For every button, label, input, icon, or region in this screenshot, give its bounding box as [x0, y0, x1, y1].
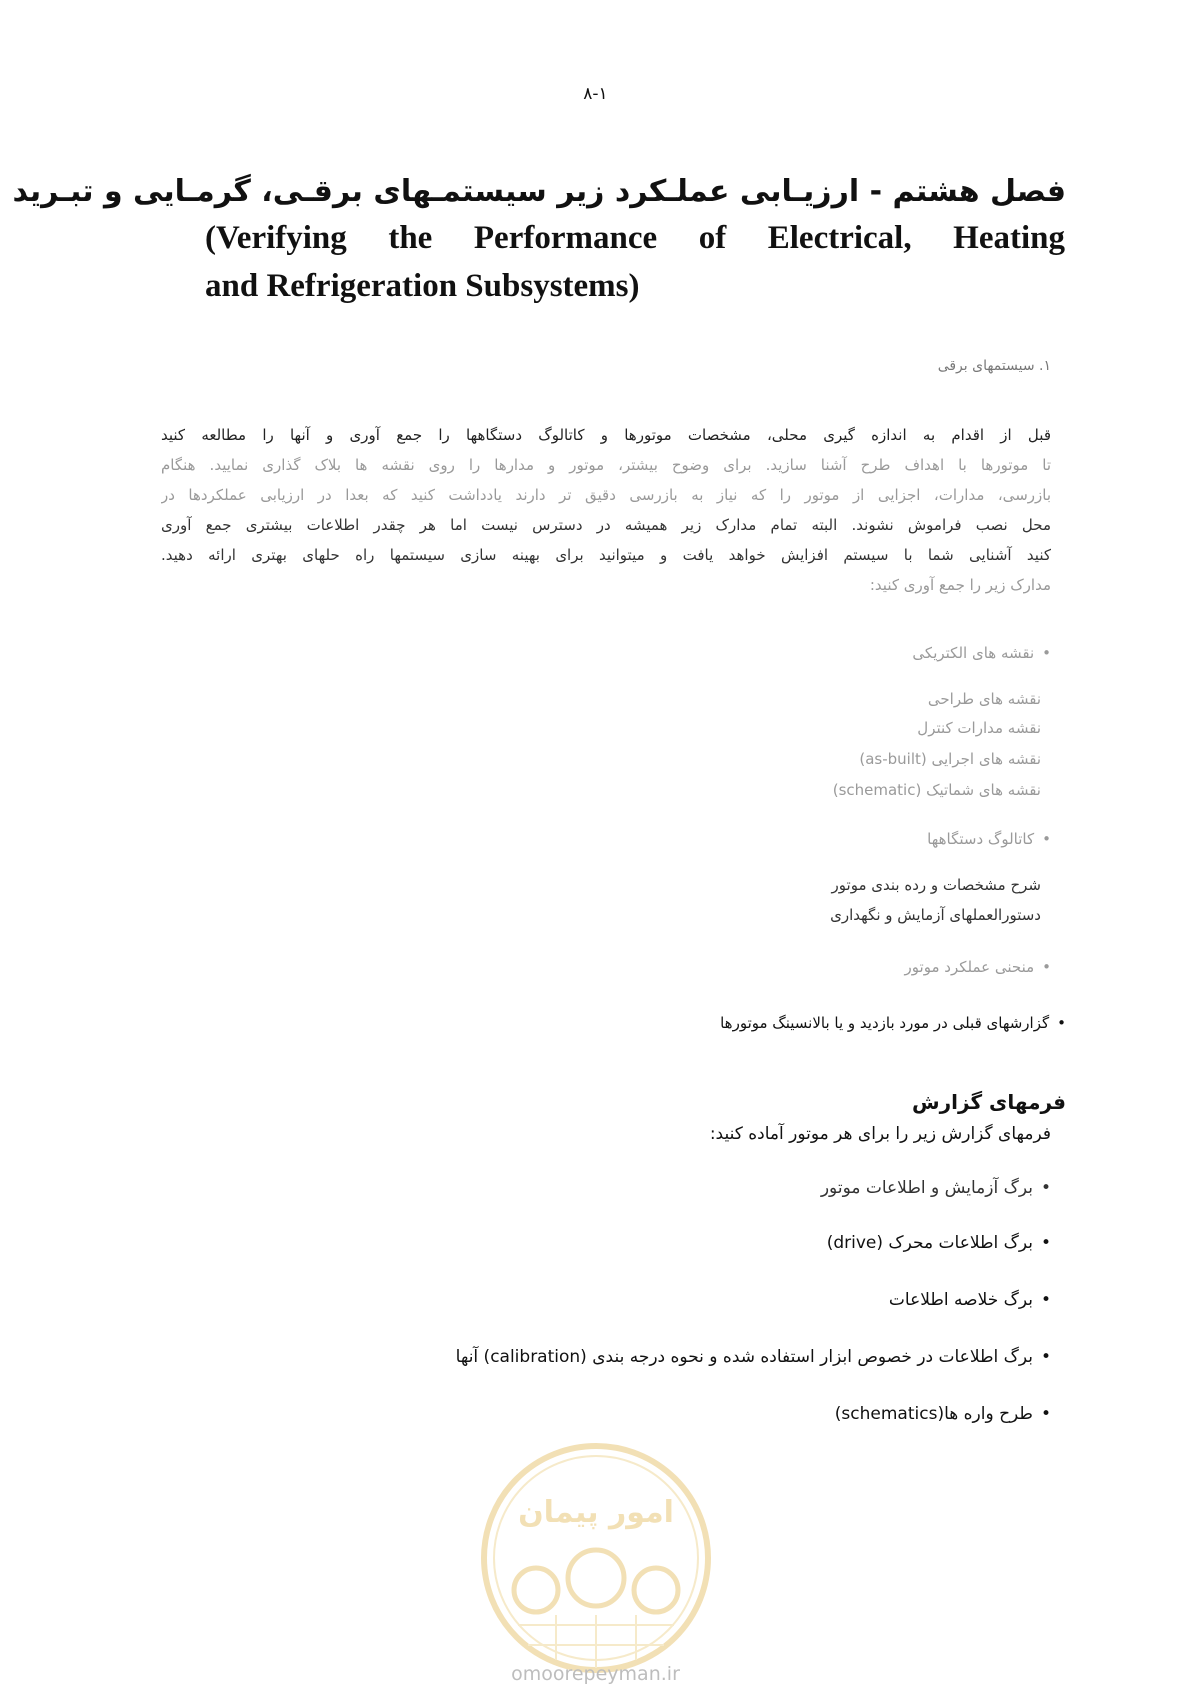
bullet	[1033, 1404, 1051, 1424]
form-item-label: طرح واره ها(schematics)	[834, 1404, 1033, 1424]
form-item	[889, 1290, 1051, 1310]
watermark-site: omoorepeyman.ir	[511, 1663, 680, 1685]
intro-line: محل نصب فراموش نشوند. البته تمام مدارک زیر همیشه در دسترس نیست اما هر چقدر اطلاعات بیشتری جمع آوری	[161, 516, 1051, 534]
form-item	[456, 1347, 1051, 1367]
list-item-label: کاتالوگ دستگاهها	[927, 830, 1035, 848]
form-item-label: برگ آزمایش و اطلاعات موتور	[820, 1178, 1033, 1198]
gear-icon	[634, 1568, 678, 1612]
intro-line: تا موتورها با اهداف طرح آشنا سازید. برای وضوح بیشتر، موتور و مدارها را روی نقشه ها بلاک گذاری نمایید. هنگام	[161, 456, 1051, 474]
gear-icon	[568, 1550, 624, 1606]
chapter-title-persian: فصل هشتم - ارزیـابی عملـکرد زیر سیستمـهای برقـی، گرمـایی و تبـرید	[12, 174, 1066, 209]
intro-line: بازرسی، مدارات، اجزایی از موتور را که نیاز به بازرسی دقیق تر دارند یادداشت کنید که بعدا در ارزیابی عملکردها در	[161, 486, 1051, 504]
grid-pattern	[518, 1615, 674, 1668]
list-item-label: نقشه های الکتریکی	[912, 644, 1035, 662]
bullet	[1049, 1014, 1066, 1032]
catalog-item: شرح مشخصات و رده بندی موتور	[831, 876, 1041, 894]
form-item	[821, 1178, 1051, 1198]
intro-line: کنید آشنایی شما با سیستم افزایش خواهد یافت و میتوانید برای بهینه سازی سیستمها راه حلهای بهتری ارائه دهید.	[161, 546, 1051, 564]
form-item	[835, 1404, 1051, 1424]
form-item-label: برگ اطلاعات محرک (drive)	[826, 1233, 1033, 1253]
list-item-previous-reports	[720, 1014, 1066, 1032]
list-item-electrical-drawings	[912, 644, 1051, 662]
chapter-title-english-line2: and Refrigeration Subsystems)	[205, 268, 640, 304]
intro-paragraph	[161, 420, 1051, 600]
chapter-title-english-line1: (Verifying the Performance of Electrical, Heating	[205, 220, 1065, 256]
bullet	[1034, 644, 1051, 662]
drawing-item: نقشه های اجرایی (as-built)	[859, 750, 1041, 768]
page-number: ۸-۱	[583, 84, 608, 104]
drawing-item: نقشه های شماتیک (schematic)	[832, 781, 1041, 799]
intro-line: قبل از اقدام به اندازه گیری محلی، مشخصات موتورها و کاتالوگ دستگاهها را جمع آوری و آنها را مطالعه کنید	[161, 426, 1051, 444]
list-item-equipment-catalogs	[927, 830, 1051, 848]
catalog-item: دستورالعملهای آزمایش و نگهداری	[830, 906, 1041, 924]
watermark-logo	[478, 1440, 714, 1676]
drawing-item: نقشه مدارات کنترل	[917, 719, 1041, 737]
bullet	[1033, 1290, 1051, 1310]
list-item-label: منحنی عملکرد موتور	[904, 958, 1035, 976]
bullet	[1033, 1178, 1051, 1198]
form-item-label: برگ خلاصه اطلاعات	[888, 1290, 1033, 1310]
intro-line: مدارک زیر را جمع آوری کنید:	[869, 576, 1051, 594]
list-item-label: گزارشهای قبلی در مورد بازدید و یا بالانسینگ موتورها	[720, 1014, 1050, 1032]
chapter-title-english	[205, 214, 1065, 310]
bullet	[1033, 1233, 1051, 1253]
section-heading: ۱. سیستمهای برقی	[937, 358, 1051, 374]
bullet	[1034, 830, 1051, 848]
forms-heading: فرمهای گزارش	[912, 1090, 1066, 1114]
bullet	[1034, 958, 1051, 976]
list-item-performance-curve	[905, 958, 1051, 976]
form-item	[827, 1233, 1051, 1253]
forms-intro: فرمهای گزارش زیر را برای هر موتور آماده کنید:	[709, 1124, 1051, 1144]
bullet	[1033, 1347, 1051, 1367]
form-item-label: برگ اطلاعات در خصوص ابزار استفاده شده و نحوه درجه بندی (calibration) آنها	[455, 1347, 1033, 1367]
drawing-item: نقشه های طراحی	[927, 690, 1041, 708]
gear-icon-group	[514, 1550, 678, 1612]
watermark-logo-text: امور پیمان	[518, 1495, 674, 1530]
gear-icon	[514, 1568, 558, 1612]
